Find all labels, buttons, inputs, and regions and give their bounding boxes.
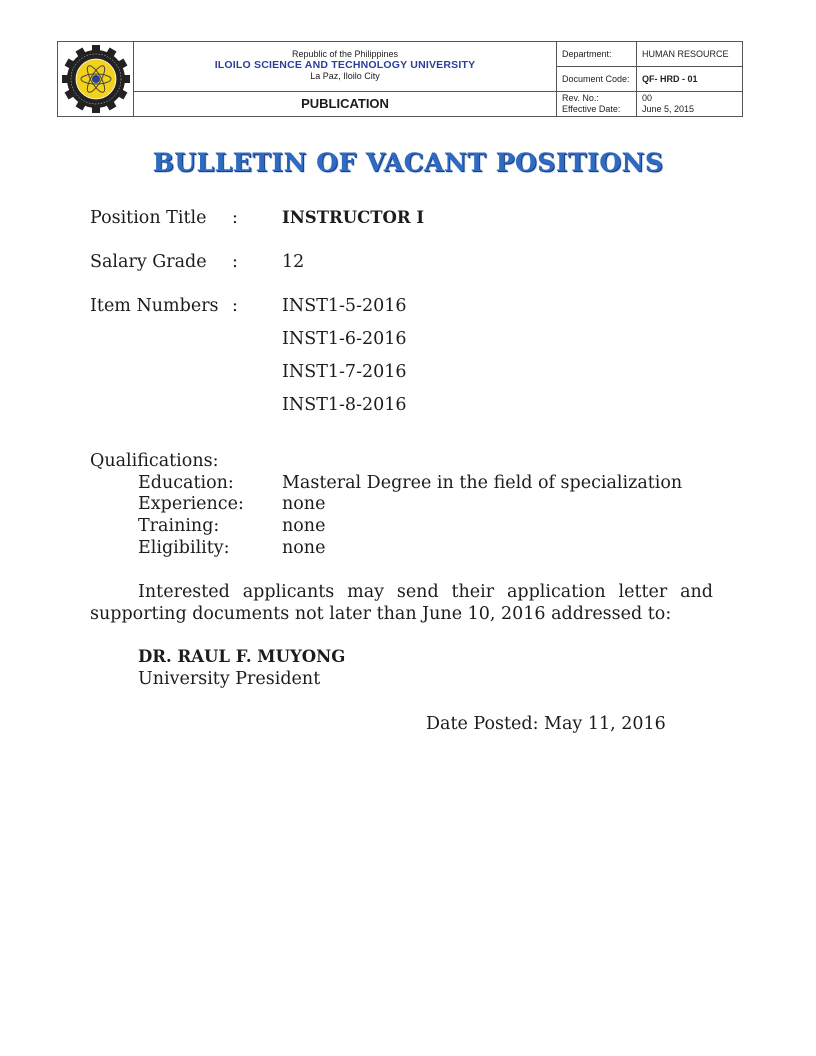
department-label-cell (557, 42, 637, 67)
doc-code-label: Document Code: (562, 74, 630, 84)
rev-label-cell (557, 92, 637, 116)
item-number: INST1-6-2016 (282, 329, 407, 349)
instructions-line-1: Interested applicants may send their application letter and (138, 582, 713, 602)
position-title-value: INSTRUCTOR I (282, 208, 425, 227)
department-value-cell (637, 42, 742, 67)
education-value: Masteral Degree in the field of specialization (282, 473, 683, 493)
rev-value: 00 (642, 93, 653, 103)
instructions-line-2: supporting documents not later than June 10, 2016 addressed to: (90, 604, 672, 624)
item-number: INST1-7-2016 (282, 362, 407, 382)
logo-cell (58, 42, 134, 116)
item-numbers-label: Item Numbers (90, 296, 219, 316)
addressee-title: University President (138, 669, 321, 689)
effective-label: Effective Date: (562, 104, 621, 114)
university-address: La Paz, Iloilo City (310, 71, 380, 81)
experience-label: Experience: (138, 494, 244, 514)
item-number: INST1-8-2016 (282, 395, 407, 415)
department-value: HUMAN RESOURCE (642, 49, 729, 59)
eligibility-label: Eligibility: (138, 538, 230, 558)
bulletin-title: BULLETIN OF VACANT POSITIONS (152, 148, 664, 177)
rev-value-cell (637, 92, 742, 116)
experience-value: none (282, 494, 326, 514)
document-header-table (57, 41, 743, 117)
university-seal-logo (58, 42, 134, 116)
doc-code-label-cell (557, 67, 637, 92)
doc-type-cell (134, 92, 557, 116)
university-name: ILOILO SCIENCE AND TECHNOLOGY UNIVERSITY (214, 59, 476, 71)
education-label: Education: (138, 473, 234, 493)
item-numbers-colon: : (232, 296, 238, 316)
position-title-label: Position Title (90, 208, 207, 228)
republic-text: Republic of the Philippines (291, 49, 399, 59)
addressee-name: DR. RAUL F. MUYONG (138, 647, 346, 666)
item-number: INST1-5-2016 (282, 296, 407, 316)
effective-value: June 5, 2015 (642, 104, 695, 114)
university-name-cell (134, 42, 557, 92)
salary-grade-value: 12 (282, 252, 305, 272)
doc-code-value: QF- HRD - 01 (642, 74, 698, 84)
salary-grade-label: Salary Grade (90, 252, 207, 272)
doc-code-value-cell (637, 67, 742, 92)
department-label: Department: (562, 49, 612, 59)
eligibility-value: none (282, 538, 326, 558)
salary-grade-colon: : (232, 252, 238, 272)
doc-type-text: PUBLICATION (301, 96, 389, 111)
position-title-colon: : (232, 208, 238, 228)
qualifications-heading: Qualifications: (90, 451, 219, 471)
training-value: none (282, 516, 326, 536)
rev-label: Rev. No.: (562, 93, 599, 103)
training-label: Training: (138, 516, 220, 536)
date-posted: Date Posted: May 11, 2016 (426, 714, 666, 734)
